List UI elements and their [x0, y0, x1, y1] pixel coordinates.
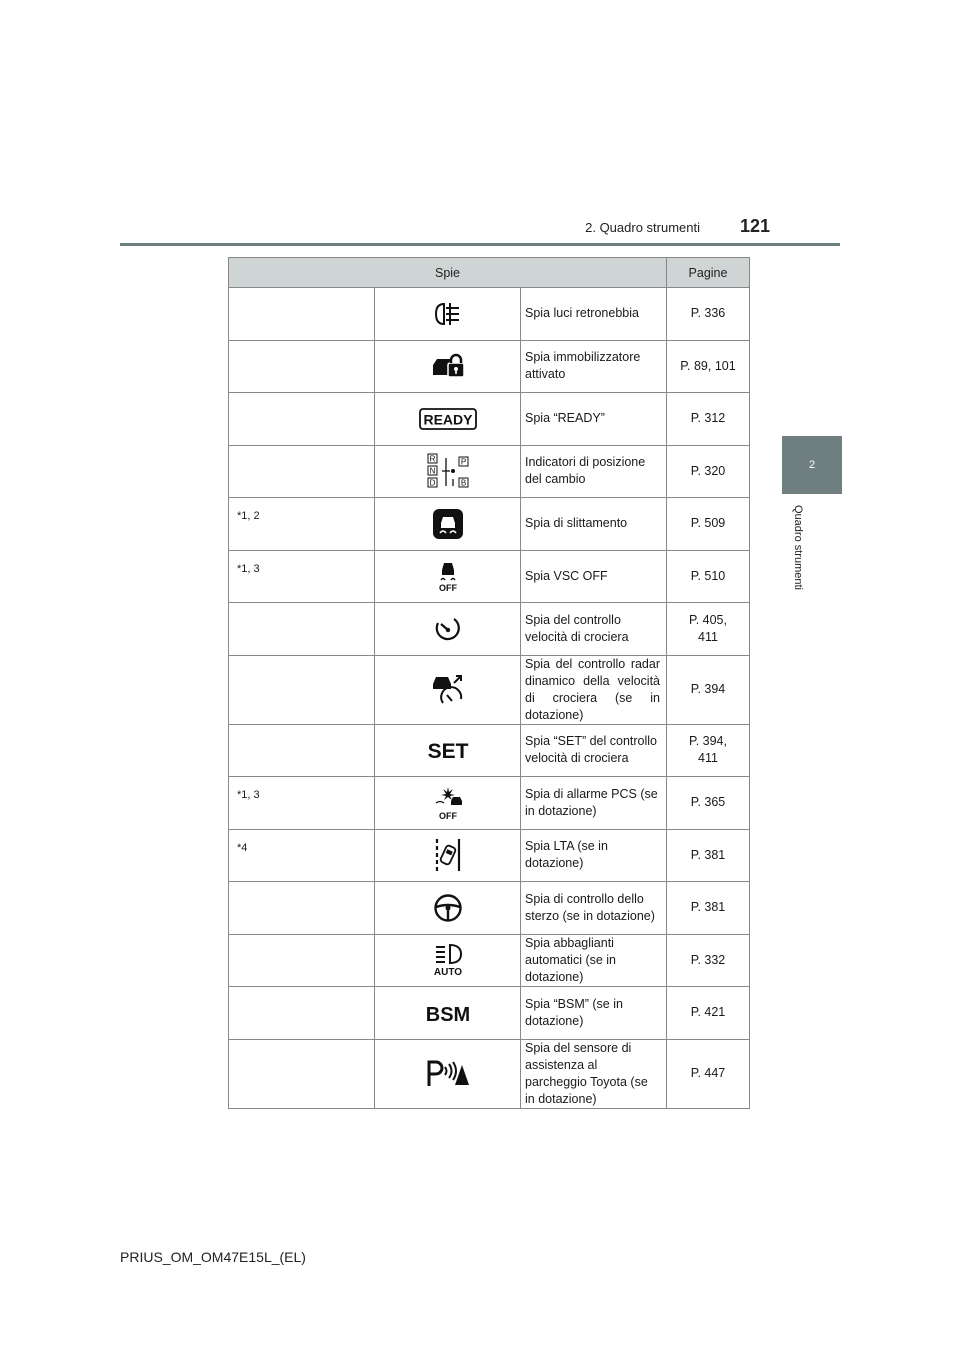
description-cell: Indicatori di posizione del cambio: [521, 445, 667, 498]
svg-text:R: R: [429, 454, 435, 464]
table-row: [229, 393, 750, 446]
column-header-pagine: Pagine: [667, 258, 750, 288]
svg-text:BSM: BSM: [425, 1003, 470, 1025]
icon-cell: [375, 934, 521, 987]
auto-high-beam-icon: [430, 943, 466, 977]
table-row: [229, 934, 750, 987]
description-cell: Spia immobilizzatore attivato: [521, 340, 667, 393]
parking-assist-icon: [425, 1059, 471, 1089]
table-row: [229, 777, 750, 830]
set-icon: [426, 738, 470, 762]
svg-text:AUTO: AUTO: [433, 967, 462, 978]
footnote-cell: *1, 3: [229, 550, 375, 603]
footnote-cell: [229, 934, 375, 987]
svg-text:SET: SET: [427, 740, 468, 763]
table-header-row: [229, 258, 750, 288]
icon-cell: [375, 882, 521, 935]
description-cell: Spia “BSM” (se in dotazione): [521, 987, 667, 1040]
description-cell: Spia di controllo dello sterzo (se in dotazione): [521, 882, 667, 935]
svg-text:P: P: [460, 457, 466, 467]
page-reference-link[interactable]: P. 312: [667, 393, 750, 446]
table-row: [229, 655, 750, 724]
page-reference-link[interactable]: P. 381: [667, 882, 750, 935]
icon-cell: [375, 829, 521, 882]
svg-text:D: D: [429, 478, 435, 488]
page-reference-link[interactable]: P. 89, 101: [667, 340, 750, 393]
icon-cell: [375, 288, 521, 341]
description-cell: Spia di slittamento: [521, 498, 667, 551]
footnote-cell: [229, 288, 375, 341]
icon-cell: [375, 340, 521, 393]
table-row: [229, 288, 750, 341]
chapter-number: 2: [808, 459, 816, 471]
page-reference-link[interactable]: P. 394, 411: [667, 724, 750, 777]
section-title: 2. Quadro strumenti: [585, 220, 700, 235]
page-reference-link[interactable]: P. 336: [667, 288, 750, 341]
icon-cell: [375, 393, 521, 446]
svg-text:B: B: [460, 478, 466, 488]
page-reference-link[interactable]: P. 421: [667, 987, 750, 1040]
table-row: [229, 1039, 750, 1108]
warning-lights-table: [228, 257, 750, 1109]
table-row: [229, 882, 750, 935]
svg-text:OFF: OFF: [438, 810, 457, 821]
description-cell: Spia del sensore di assistenza al parcheggio Toyota (se in dotazione): [521, 1039, 667, 1108]
icon-cell: [375, 603, 521, 656]
chapter-label: Quadro strumenti: [792, 505, 804, 590]
footnote-cell: *1, 2: [229, 498, 375, 551]
icon-cell: [375, 724, 521, 777]
lta-icon: [433, 837, 463, 873]
column-header-spie: Spie: [229, 258, 667, 288]
bsm-icon: [424, 1001, 472, 1025]
footnote-cell: [229, 724, 375, 777]
icon-cell: [375, 1039, 521, 1108]
table-row: [229, 340, 750, 393]
icon-cell: [375, 498, 521, 551]
table-row: [229, 987, 750, 1040]
page-reference-link[interactable]: P. 320: [667, 445, 750, 498]
page-reference-link[interactable]: P. 394: [667, 655, 750, 724]
description-cell: Spia VSC OFF: [521, 550, 667, 603]
footnote-cell: [229, 445, 375, 498]
icon-cell: [375, 655, 521, 724]
description-cell: Spia abbaglianti automatici (se in dotazione): [521, 934, 667, 987]
icon-cell: [375, 777, 521, 830]
slip-indicator-icon: [432, 508, 464, 540]
icon-cell: [375, 987, 521, 1040]
ready-icon: [419, 408, 477, 430]
footnote-cell: [229, 655, 375, 724]
description-cell: Spia luci retronebbia: [521, 288, 667, 341]
immobilizer-icon: [430, 353, 466, 379]
radar-cruise-icon: [430, 672, 466, 708]
footnote-cell: *4: [229, 829, 375, 882]
svg-text:OFF: OFF: [438, 583, 457, 594]
table-row: [229, 603, 750, 656]
pcs-off-icon: [431, 785, 465, 821]
page-reference-link[interactable]: P. 381: [667, 829, 750, 882]
footnote-cell: [229, 340, 375, 393]
description-cell: Spia di allarme PCS (se in dotazione): [521, 777, 667, 830]
description-cell: Spia “READY”: [521, 393, 667, 446]
footnote-cell: [229, 603, 375, 656]
page-reference-link[interactable]: P. 365: [667, 777, 750, 830]
svg-text:N: N: [429, 466, 435, 476]
shift-position-icon: [426, 453, 470, 489]
page-reference-link[interactable]: P. 332: [667, 934, 750, 987]
rear-fog-light-icon: [433, 301, 463, 327]
header-divider: [120, 243, 840, 246]
table-row: [229, 445, 750, 498]
steering-wheel-icon: [433, 893, 463, 923]
table-row: [229, 550, 750, 603]
page-reference-link[interactable]: P. 447: [667, 1039, 750, 1108]
cruise-control-icon: [433, 614, 463, 644]
table-row: [229, 724, 750, 777]
footnote-cell: [229, 1039, 375, 1108]
description-cell: Spia del controllo velocità di crociera: [521, 603, 667, 656]
icon-cell: [375, 550, 521, 603]
description-cell: Spia LTA (se in dotazione): [521, 829, 667, 882]
page-reference-link[interactable]: P. 510: [667, 550, 750, 603]
page-reference-link[interactable]: P. 509: [667, 498, 750, 551]
footnote-cell: *1, 3: [229, 777, 375, 830]
footnote-cell: [229, 882, 375, 935]
description-cell: Spia “SET” del controllo velocità di crociera: [521, 724, 667, 777]
page-reference-link[interactable]: P. 405, 411: [667, 603, 750, 656]
document-code: PRIUS_OM_OM47E15L_(EL): [120, 1249, 306, 1265]
table-row: [229, 829, 750, 882]
footnote-cell: [229, 987, 375, 1040]
icon-cell: [375, 445, 521, 498]
vsc-off-icon: [431, 559, 465, 593]
page-number: 121: [740, 216, 771, 236]
chapter-tab[interactable]: [782, 436, 842, 494]
description-cell: Spia del controllo radar dinamico della velocità di crociera (se in dotazione): [521, 655, 667, 724]
footnote-cell: [229, 393, 375, 446]
svg-text:READY: READY: [422, 411, 473, 428]
table-row: [229, 498, 750, 551]
